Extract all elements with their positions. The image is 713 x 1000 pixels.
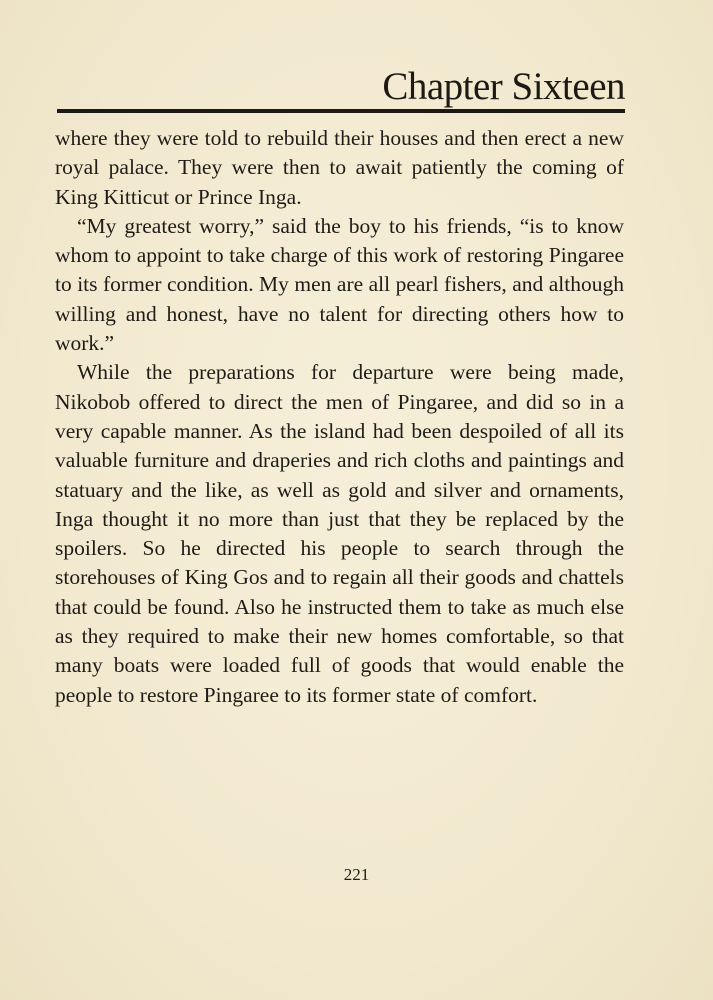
- chapter-title: Chapter Sixteen: [382, 65, 625, 108]
- paragraph-continuation: where they were told to rebuild their houses and then erect a new royal palace. They were then to await patiently the coming of King Kitticut or Prince Inga.: [55, 126, 624, 209]
- paragraph-dialogue: “My greatest worry,” said the boy to his friends, “is to know whom to appoint to take charge of this work of restoring Pingaree to its former condition. My men are all pearl fishers, and although willing and honest, have no talent for directing others how to work.”: [55, 213, 624, 356]
- header-rule: [57, 109, 625, 113]
- page-number: 221: [343, 865, 370, 884]
- paragraph-preparations: While the preparations for departure were being made, Nikobob offered to direct the men of Pingaree, and did so in a very capable manner. As the island had been despoiled of all its valuable furniture and draperies and rich cloths and paintings and statuary and the like, as well as gold and silver and ornaments, Inga thought it no more than just that they be replaced by the spoilers. So he directed his people to search through the storehouses of King Gos and to regain all their goods and chattels that could be found. Also he instructed them to take as much else as they required to make their new homes comfortable, so that many boats were loaded full of goods that would enable the people to restore Pingaree to its former state of comfort.: [55, 360, 624, 707]
- body-text: [55, 124, 624, 710]
